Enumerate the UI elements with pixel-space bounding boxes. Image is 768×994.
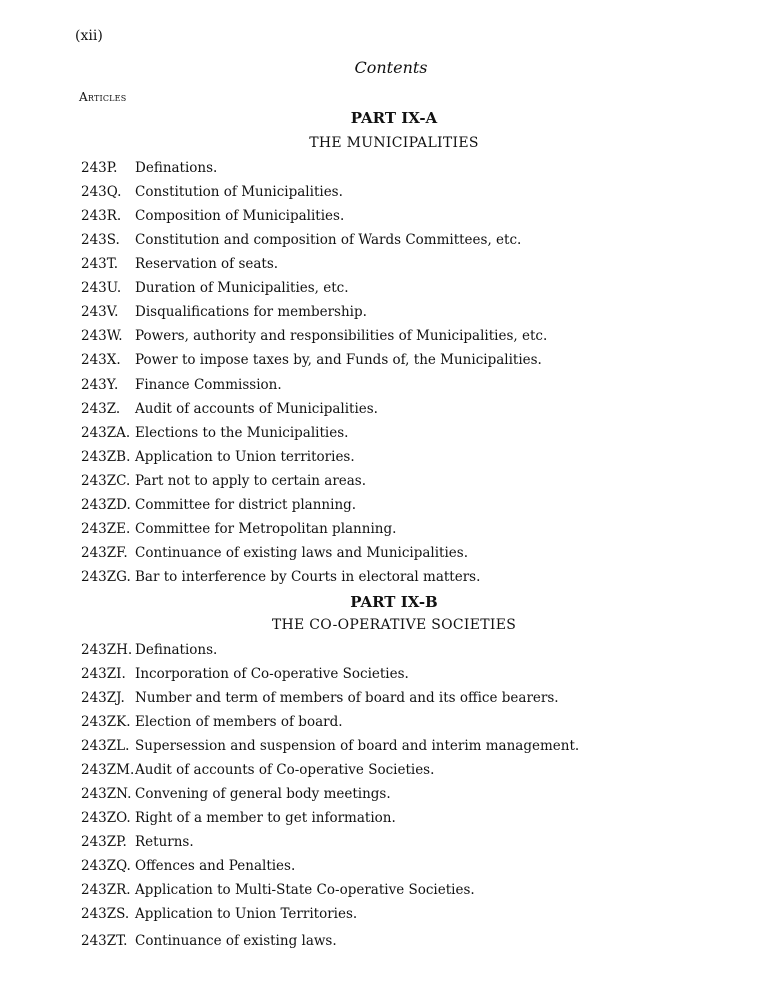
article-number: 243ZD. [81, 497, 131, 513]
article-title: Offences and Penalties. [135, 858, 296, 874]
article-number: 243ZP. [81, 834, 127, 850]
article-entry [81, 376, 282, 394]
article-number: 243ZI. [81, 666, 126, 682]
article-title: Continuance of existing laws and Municipalities. [135, 545, 469, 561]
article-title: Part not to apply to certain areas. [135, 473, 367, 489]
article-number: 243ZT. [81, 933, 128, 949]
article-title: Definations. [135, 642, 218, 658]
article-number: 243Z. [81, 401, 121, 417]
article-entry [81, 351, 542, 369]
article-number: 243ZG. [81, 569, 131, 585]
article-entry [81, 520, 396, 538]
article-entry [81, 881, 475, 899]
article-number: 243ZA. [81, 425, 131, 441]
article-entry [81, 905, 357, 923]
article-title: Constitution of Municipalities. [135, 184, 343, 200]
article-title: Application to Multi-State Co-operative Societies. [135, 882, 475, 898]
article-title: Definations. [135, 160, 218, 176]
article-number: 243ZB. [81, 449, 131, 465]
article-title: Reservation of seats. [135, 256, 279, 272]
article-title: Convening of general body meetings. [135, 786, 391, 802]
article-title: Supersession and suspension of board and interim management. [135, 738, 580, 754]
article-entry [81, 568, 480, 586]
part-subheading: THE MUNICIPALITIES [309, 135, 479, 151]
article-number: 243ZS. [81, 906, 130, 922]
article-entry [81, 183, 343, 201]
article-title: Returns. [135, 834, 194, 850]
article-title: Right of a member to get information. [135, 810, 396, 826]
article-title: Election of members of board. [135, 714, 343, 730]
article-title: Incorporation of Co-operative Societies. [135, 666, 409, 682]
article-number: 243ZM. [81, 762, 135, 778]
page-number: (xii) [75, 28, 103, 44]
article-entry [81, 785, 391, 803]
article-entry [81, 932, 337, 950]
article-entry [81, 231, 521, 249]
article-title: Powers, authority and responsibilities of Municipalities, etc. [135, 328, 548, 344]
article-entry [81, 255, 278, 273]
article-number: 243ZR. [81, 882, 131, 898]
article-number: 243T. [81, 256, 119, 272]
article-number: 243ZL. [81, 738, 130, 754]
article-entry [81, 279, 349, 297]
part-heading: PART IX-A [350, 109, 438, 127]
article-title: Application to Union territories. [135, 449, 355, 465]
article-title: Constitution and composition of Wards Committees, etc. [135, 232, 522, 248]
article-number: 243Q. [81, 184, 122, 200]
article-number: 243ZJ. [81, 690, 125, 706]
article-title: Duration of Municipalities, etc. [135, 280, 349, 296]
article-number: 243W. [81, 328, 123, 344]
articles-label: Articles [79, 90, 127, 104]
article-entry [81, 472, 366, 490]
article-entry [81, 327, 547, 345]
article-number: 243ZH. [81, 642, 133, 658]
article-title: Audit of accounts of Municipalities. [135, 401, 378, 417]
article-entry [81, 424, 348, 442]
article-entry [81, 641, 217, 659]
article-entry [81, 400, 378, 418]
article-entry [81, 159, 217, 177]
article-number: 243R. [81, 208, 122, 224]
part-subheading: THE CO-OPERATIVE SOCIETIES [271, 617, 517, 633]
article-title: Finance Commission. [135, 377, 282, 393]
article-entry [81, 689, 559, 707]
article-title: Committee for Metropolitan planning. [135, 521, 397, 537]
article-title: Composition of Municipalities. [135, 208, 345, 224]
article-entry [81, 713, 343, 731]
article-title: Power to impose taxes by, and Funds of, the Municipalities. [135, 352, 542, 368]
article-entry [81, 857, 295, 875]
article-number: 243ZE. [81, 521, 131, 537]
article-entry [81, 761, 434, 779]
article-number: 243U. [81, 280, 122, 296]
article-number: 243X. [81, 352, 121, 368]
article-number: 243ZQ. [81, 858, 131, 874]
article-title: Audit of accounts of Co-operative Societies. [135, 762, 435, 778]
article-entry [81, 833, 194, 851]
article-title: Continuance of existing laws. [135, 933, 337, 949]
article-title: Number and term of members of board and its office bearers. [135, 690, 559, 706]
article-entry [81, 544, 468, 562]
article-title: Bar to interference by Courts in electoral matters. [135, 569, 481, 585]
contents-title: Contents [354, 58, 428, 77]
article-title: Committee for district planning. [135, 497, 357, 513]
article-entry [81, 496, 356, 514]
article-entry [81, 809, 396, 827]
article-number: 243ZN. [81, 786, 132, 802]
article-entry [81, 448, 355, 466]
article-title: Application to Union Territories. [135, 906, 358, 922]
article-number: 243ZO. [81, 810, 131, 826]
article-number: 243P. [81, 160, 118, 176]
part-heading: PART IX-B [350, 593, 438, 611]
article-title: Disqualifications for membership. [135, 304, 367, 320]
article-number: 243Y. [81, 377, 119, 393]
article-entry [81, 737, 579, 755]
article-entry [81, 303, 367, 321]
article-number: 243ZC. [81, 473, 131, 489]
article-number: 243ZF. [81, 545, 128, 561]
article-entry [81, 207, 344, 225]
article-entry [81, 665, 409, 683]
article-number: 243V. [81, 304, 119, 320]
article-number: 243S. [81, 232, 120, 248]
article-title: Elections to the Municipalities. [135, 425, 349, 441]
article-number: 243ZK. [81, 714, 131, 730]
